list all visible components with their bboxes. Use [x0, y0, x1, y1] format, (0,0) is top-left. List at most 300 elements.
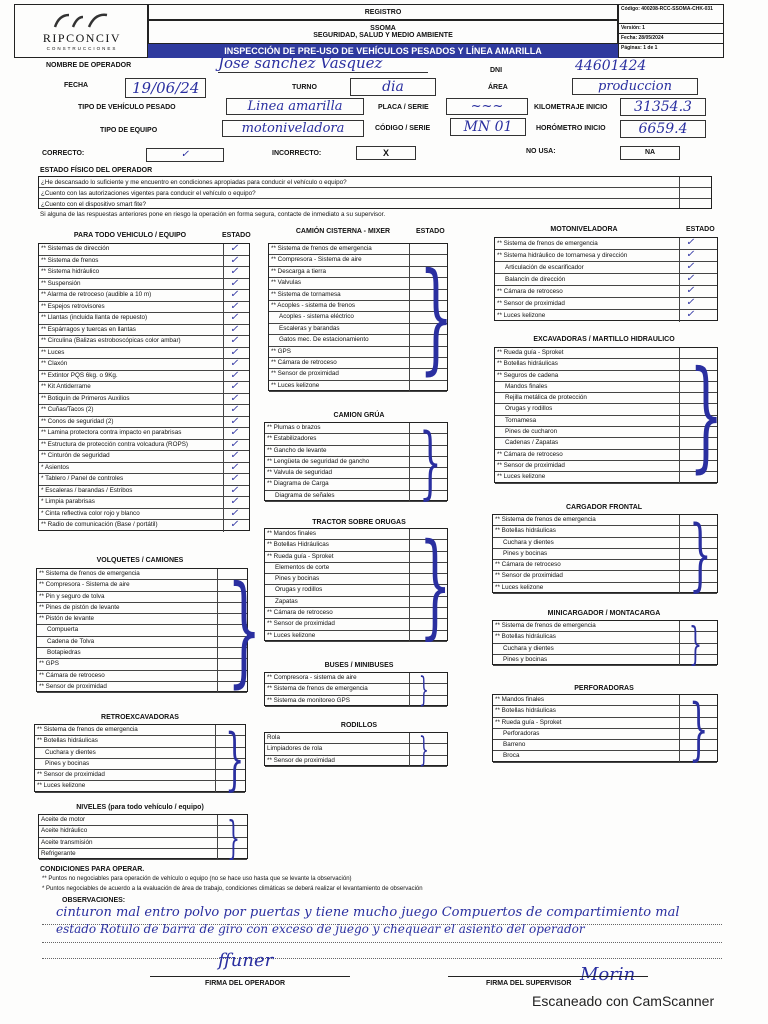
estado-fisico-q1: ¿He descansado lo suficiente y me encuentro en condiciones apropiadas para conducir el vehículo o equipo? — [41, 179, 347, 186]
row-label: Balancín de dirección — [505, 276, 566, 283]
estado-fisico-row-line — [39, 187, 711, 188]
row-label: Diagrama de señales — [275, 491, 335, 499]
table-row — [39, 838, 247, 849]
table-row — [39, 256, 249, 268]
row-label: Barreno — [503, 741, 526, 749]
operator-signature: ffuner — [218, 950, 274, 971]
table-row — [35, 748, 245, 759]
operator-sign-line — [150, 976, 350, 977]
sec-moto-title: MOTONIVELADORA — [550, 226, 618, 233]
row-label: ** Cuñas/Tacos (2) — [41, 406, 94, 413]
estado-cell[interactable] — [223, 451, 249, 462]
estado-fisico-q3: ¿Cuento con el dispositivo smart fite? — [41, 201, 146, 208]
sec-grua-title: CAMION GRÚA — [333, 412, 385, 419]
row-label: ** Luces kelizone — [267, 631, 316, 639]
km-value[interactable]: 31354.3 — [620, 98, 706, 116]
row-label: ** Sensor de proximidad — [497, 300, 565, 307]
table-row — [495, 262, 717, 274]
row-label: ** Valvula de seguridad — [267, 469, 332, 477]
estado-fisico-row-line — [39, 198, 711, 199]
row-label: ** Rueda guía - Sproket — [495, 718, 562, 726]
row-label: ** Valvulas — [271, 279, 301, 287]
cond-2: * Puntos negociables de acuerdo a la evaluación de área de trabajo, condiciones climáticas se deberá realizar el levantamiento de observación — [42, 886, 423, 892]
row-label: ** Pin y seguro de tolva — [39, 592, 105, 600]
check-mark: ✓ — [230, 439, 239, 450]
row-label: ** Suspensión — [41, 279, 81, 287]
sec-todo-estado: ESTADO — [222, 232, 251, 239]
table-row — [493, 655, 717, 666]
obs-rule — [42, 942, 722, 943]
estado-fisico-title: ESTADO FÍSICO DEL OPERADOR — [40, 167, 153, 174]
row-label: Aceite de motor — [41, 816, 86, 823]
row-label: ** Luces kelizone — [497, 473, 546, 481]
row-label: ** Kit Antiderrame — [41, 383, 91, 390]
table-row — [495, 348, 717, 359]
check-mark: ✓ — [686, 238, 695, 248]
row-label: ** Sistema de frenos — [41, 256, 99, 264]
row-label: ** Sensor de proximidad — [271, 370, 339, 378]
row-label: Rola — [267, 734, 280, 741]
row-label: Compuerta — [47, 626, 79, 634]
brace-mark: } — [419, 529, 452, 642]
table-row — [39, 417, 249, 429]
table-moto — [494, 237, 718, 321]
table-row — [495, 461, 717, 472]
row-label: ** Sensor de proximidad — [497, 461, 565, 469]
doc-meta — [618, 4, 724, 58]
row-label: Acoples - sistema eléctrico — [279, 313, 354, 321]
estado-cell[interactable] — [223, 267, 249, 278]
logo-mark — [51, 11, 111, 29]
table-row — [495, 382, 717, 393]
table-row — [35, 725, 245, 736]
table-row — [495, 427, 717, 438]
sec-todo-title: PARA TODO VEHICULO / EQUIPO — [73, 232, 187, 239]
check-mark: ✓ — [230, 324, 239, 335]
table-row — [493, 549, 717, 560]
table-row — [39, 290, 249, 302]
table-row — [39, 244, 249, 256]
row-label: * Asientos — [41, 463, 70, 471]
table-mixer — [268, 243, 454, 391]
brace-mark: } — [419, 248, 454, 387]
table-row — [37, 637, 247, 648]
row-label: ** Botellas hidráulicas — [495, 527, 556, 535]
table-row — [493, 718, 717, 729]
table-row — [39, 486, 249, 498]
codigo-value[interactable]: MN 01 — [450, 118, 526, 136]
table-row — [37, 592, 247, 603]
table-row — [495, 393, 717, 404]
horometro-value[interactable]: 6659.4 — [620, 120, 706, 138]
nombre-value[interactable]: Jose sanchez Vasquez — [218, 54, 428, 73]
table-row — [495, 250, 717, 262]
estado-cell[interactable] — [223, 486, 249, 497]
table-row — [495, 450, 717, 461]
check-mark: ✓ — [230, 267, 239, 277]
meta-version: Versión: 1 — [619, 24, 723, 34]
check-mark: ✓ — [230, 313, 239, 323]
table-mini — [492, 620, 718, 665]
table-row — [39, 463, 249, 475]
row-label: ** Luces kelizone — [497, 312, 546, 319]
ssoma-cell — [148, 20, 618, 44]
tipo-equipo-value[interactable]: motoniveladora — [222, 120, 364, 137]
row-label: ** Estabilizadores — [267, 435, 317, 443]
table-row — [39, 815, 247, 826]
row-label: ** Llantas (incluida llanta de repuesto) — [41, 314, 148, 321]
row-label: ** Rueda guía - Sproket — [497, 349, 564, 356]
brace-mark: } — [227, 815, 240, 861]
estado-cell[interactable] — [679, 262, 717, 273]
estado-cell[interactable] — [223, 244, 249, 255]
estado-cell[interactable] — [223, 382, 249, 393]
row-label: ** Sistemas de dirección — [41, 245, 110, 252]
turno-value[interactable]: dia — [350, 78, 436, 96]
table-row — [39, 520, 249, 532]
check-mark: ✓ — [686, 310, 695, 320]
table-row — [39, 428, 249, 440]
table-row — [39, 826, 247, 837]
estado-cell[interactable] — [223, 428, 249, 439]
row-label: ** Sistema de frenos de emergencia — [495, 622, 596, 629]
row-label: Pines y bocinas — [275, 575, 320, 583]
row-label: ** Botellas hidráulicas — [495, 707, 556, 715]
cond-1: ** Puntos no negociables para operación de vehículo o equipo (no se hace uso hasta que se levante la observación) — [42, 876, 352, 882]
row-label: Limpiadores de rola — [267, 745, 323, 753]
row-label: ** Sistema de frenos de emergencia — [267, 685, 368, 693]
table-row — [39, 849, 247, 860]
table-row — [37, 659, 247, 670]
estado-cell[interactable] — [223, 279, 249, 290]
table-row — [39, 279, 249, 291]
estado-cell[interactable] — [223, 371, 249, 382]
check-mark: ✓ — [230, 451, 239, 461]
row-label: * Limpia parabrisas — [41, 498, 95, 505]
check-mark: ✓ — [230, 393, 239, 404]
correcto-label: CORRECTO: — [42, 150, 85, 157]
table-row — [39, 451, 249, 463]
estado-cell[interactable] — [223, 405, 249, 416]
row-label: ** Sistema hidráulico — [41, 268, 100, 275]
table-row — [39, 371, 249, 383]
check-mark: ✓ — [230, 359, 239, 369]
table-row — [37, 625, 247, 636]
check-mark: ✓ — [230, 347, 239, 358]
row-label: ** Sistema de frenos de emergencia — [271, 245, 372, 252]
table-todo — [38, 243, 250, 531]
firma-operador: FIRMA DEL OPERADOR — [205, 980, 286, 987]
row-label: Cuchara y dientes — [45, 748, 96, 756]
row-label: Cuchara y dientes — [503, 644, 554, 652]
row-label: ** Cámara de retroceso — [39, 671, 105, 679]
incorrecto-value[interactable]: X — [356, 146, 416, 160]
row-label: ** Lamina protectora contra impacto en parabrisas — [41, 429, 182, 436]
estado-cell[interactable] — [223, 359, 249, 370]
row-label: Refrigerante — [41, 849, 76, 857]
row-label: Perforadoras — [503, 729, 540, 737]
fecha-value[interactable]: 19/06/24 — [125, 78, 206, 98]
sec-volquetes-title: VOLQUETES / CAMIONES — [96, 557, 184, 564]
table-row — [493, 571, 717, 582]
logo-sub: CONSTRUCCIONES — [46, 46, 118, 51]
estado-cell[interactable] — [223, 336, 249, 347]
brace-mark: } — [419, 423, 442, 503]
table-row — [493, 751, 717, 762]
row-label: ** Radio de comunicación (Base / portátil) — [41, 521, 158, 528]
nouso-value[interactable]: NA — [620, 146, 680, 160]
row-label: Aceite transmisión — [41, 838, 93, 846]
estado-cell[interactable] — [223, 474, 249, 485]
check-mark: ✓ — [230, 520, 239, 530]
check-mark: ✓ — [230, 370, 239, 381]
table-row — [37, 648, 247, 659]
meta-fecha: Fecha: 28/05/2024 — [619, 34, 723, 44]
dept-text: SEGURIDAD, SALUD Y MEDIO AMBIENTE — [313, 32, 453, 39]
check-mark: ✓ — [686, 262, 695, 272]
estado-cell[interactable] — [223, 313, 249, 324]
row-label: ** Sensor de proximidad — [267, 756, 335, 764]
table-row — [493, 515, 717, 526]
estado-cell[interactable] — [223, 394, 249, 405]
table-row — [495, 359, 717, 370]
estado-cell[interactable] — [223, 256, 249, 267]
placa-value[interactable]: ~~~ — [446, 98, 528, 115]
row-label: ** Sensor de proximidad — [495, 572, 563, 580]
estado-cell[interactable] — [223, 290, 249, 301]
estado-cell[interactable] — [223, 509, 249, 520]
table-row — [495, 298, 717, 310]
estado-cell[interactable] — [223, 417, 249, 428]
estado-cell[interactable] — [223, 497, 249, 508]
row-label: ** Plumas o brazos — [267, 424, 321, 431]
row-label: ** Cámara de retroceso — [497, 288, 563, 295]
table-row — [493, 729, 717, 740]
row-label: ** Cámara de retroceso — [271, 358, 337, 366]
tipo-equipo-label: TIPO DE EQUIPO — [100, 127, 158, 134]
sec-niveles-title: NIVELES (para todo vehículo / equipo) — [76, 804, 204, 811]
meta-paginas: Páginas: 1 de 1 — [621, 45, 658, 51]
table-excav — [494, 347, 724, 484]
check-mark: ✓ — [230, 485, 239, 496]
dni-label: DNI — [490, 67, 503, 74]
estado-cell[interactable] — [223, 348, 249, 359]
row-label: Pines y bocinas — [45, 759, 90, 767]
check-mark: ✓ — [230, 301, 239, 312]
row-label: ** Cámara de retroceso — [497, 450, 563, 458]
obs-label: OBSERVACIONES: — [62, 897, 126, 904]
row-label: ** Botellas hidráulicas — [37, 737, 98, 745]
placa-label: PLACA / SERIE — [378, 104, 429, 111]
table-row — [35, 759, 245, 770]
registro-cell: REGISTRO — [148, 4, 618, 20]
table-niveles — [38, 814, 248, 859]
check-mark: ✓ — [230, 382, 239, 392]
table-row — [495, 274, 717, 286]
table-row — [493, 538, 717, 549]
row-label: ** Luces kelizone — [37, 782, 86, 790]
correcto-value[interactable]: ✓ — [146, 148, 224, 162]
sec-rodillos-title: RODILLOS — [340, 722, 378, 729]
row-label: ** Alarma de retroceso (audible a 10 m) — [41, 291, 152, 298]
table-row — [37, 603, 247, 614]
table-row — [39, 394, 249, 406]
check-mark: ✓ — [230, 290, 239, 300]
estado-cell[interactable] — [223, 302, 249, 313]
area-label: ÁREA — [488, 84, 508, 91]
table-perf — [492, 694, 718, 762]
row-label: Elementos de corte — [275, 563, 330, 571]
row-label: ** Estructura de protección contra volcadura (ROPS) — [41, 440, 188, 448]
row-label: ** Extintor PQS 6kg. o 9Kg. — [41, 371, 118, 379]
row-label: ** Sistema hidráulico de tornamesa y dirección — [497, 252, 628, 259]
sec-buses-title: BUSES / MINIBUSES — [324, 662, 394, 669]
estado-cell[interactable] — [223, 520, 249, 532]
nombre-label: NOMBRE DE OPERADOR — [46, 62, 132, 69]
estado-cell[interactable] — [679, 310, 717, 322]
row-label: ** Sistema de frenos de emergencia — [37, 726, 138, 733]
estado-cell[interactable] — [679, 250, 717, 261]
table-rodillos — [264, 732, 448, 766]
nouso-label: NO USA: — [526, 148, 556, 155]
table-row — [39, 336, 249, 348]
row-label: ** Cámara de retroceso — [495, 561, 561, 569]
row-label: ** Sistema de monitoreo GPS — [267, 696, 350, 704]
table-row — [39, 348, 249, 360]
obs-line-1[interactable]: cinturon mal entro polvo por puertas y tiene mucho juego Compuertos de compartimiento mal — [56, 905, 680, 920]
incorrecto-label: INCORRECTO: — [272, 150, 322, 157]
table-row — [493, 583, 717, 594]
estado-cell[interactable] — [223, 440, 249, 451]
row-label: Cadena de Tolva — [47, 637, 95, 645]
sec-moto-estado: ESTADO — [686, 226, 715, 233]
table-row — [495, 310, 717, 322]
estado-cell[interactable] — [679, 238, 717, 249]
table-row — [37, 671, 247, 682]
check-mark: ✓ — [230, 405, 239, 415]
row-label: Escaleras y barandas — [279, 324, 340, 332]
estado-fisico-q2: ¿Cuento con las autorizaciones vigentes para conducir el vehículo o equipo? — [41, 190, 256, 197]
row-label: Articulación de escarificador — [505, 264, 584, 271]
sec-mixer-estado: ESTADO — [416, 228, 445, 235]
row-label: Orugas y rodillos — [275, 586, 323, 594]
row-label: ** Pistón de levante — [39, 615, 94, 623]
row-label: ** Sistema de frenos de emergencia — [497, 240, 598, 247]
check-mark: ✓ — [230, 508, 239, 519]
row-label: ** Diagrama de Carga — [267, 480, 329, 488]
table-row — [493, 621, 717, 632]
estado-cell[interactable] — [223, 463, 249, 474]
table-row — [39, 325, 249, 337]
table-row — [37, 580, 247, 591]
row-label: ** Compresora - Sistema de aire — [39, 581, 130, 589]
check-mark: ✓ — [230, 428, 239, 438]
check-mark: ✓ — [230, 474, 239, 484]
estado-cell[interactable] — [679, 274, 717, 285]
brace-mark: } — [689, 515, 712, 595]
row-label: ** Cámara de retroceso — [267, 609, 333, 617]
check-mark: ✓ — [230, 416, 239, 427]
estado-cell[interactable] — [679, 286, 717, 297]
obs-rule — [42, 958, 722, 959]
sec-perf-title: PERFORADORAS — [574, 685, 634, 692]
check-mark: ✓ — [686, 298, 695, 308]
tipo-vehiculo-value[interactable]: Linea amarilla — [226, 98, 364, 115]
sec-mixer-title: CAMIÓN CISTERNA - MIXER — [295, 228, 391, 235]
row-label: ** Seguros de cadena — [497, 371, 559, 379]
table-row — [37, 614, 247, 625]
brace-mark: } — [419, 733, 429, 767]
table-row — [493, 526, 717, 537]
dni-value[interactable]: 44601424 — [575, 58, 647, 74]
row-label: ** Sistema de tornamesa — [271, 290, 341, 298]
sec-cargador-title: CARGADOR FRONTAL — [565, 504, 643, 511]
table-row — [495, 371, 717, 382]
row-label: ** Luces kelizone — [271, 381, 320, 389]
table-row — [495, 238, 717, 250]
horometro-label: HORÓMETRO INICIO — [536, 125, 606, 132]
row-label: * Escaleras / barandas / Estribos — [41, 486, 133, 494]
check-mark: ✓ — [230, 244, 239, 254]
table-row — [493, 695, 717, 706]
row-label: ** Circulina (Balizas estroboscópicas color ambar) — [41, 337, 181, 344]
check-mark: ✓ — [686, 250, 695, 260]
row-label: ** Descarga a tierra — [271, 267, 326, 275]
table-row — [493, 560, 717, 571]
estado-fisico-note: Si alguna de las respuestas anteriores pone en riesgo la operación en forma segura, contacte de inmediato a su supervisor. — [40, 211, 386, 218]
estado-fisico-col-line — [679, 177, 680, 208]
row-label: ** GPS — [271, 347, 291, 355]
header-logo-cell — [14, 4, 148, 58]
check-mark: ✓ — [230, 336, 239, 346]
row-label: ** Mandos finales — [495, 696, 545, 703]
fecha-label: FECHA — [64, 82, 89, 89]
table-row — [39, 474, 249, 486]
obs-line-2[interactable]: estado Rotulo de barra de giro con exceso de juego y chequear el asiento del operador — [56, 922, 585, 936]
row-label: ** Pines de pistón de levante — [39, 603, 120, 611]
table-row — [39, 302, 249, 314]
table-cargador — [492, 514, 718, 593]
sec-tractor-title: TRACTOR SOBRE ORUGAS — [312, 519, 406, 526]
km-label: KILOMETRAJE INICIO — [534, 104, 608, 111]
table-row — [495, 404, 717, 415]
brace-mark: } — [689, 695, 709, 763]
area-value[interactable]: produccion — [572, 78, 698, 95]
table-row — [39, 440, 249, 452]
supervisor-sign-line — [448, 976, 648, 977]
row-label: * Tablero / Panel de controles — [41, 475, 124, 482]
estado-cell[interactable] — [679, 298, 717, 309]
table-row — [493, 740, 717, 751]
row-label: ** Botellas Hidráulicas — [267, 541, 329, 549]
row-label: ** GPS — [39, 660, 59, 668]
row-label: ** Sistema de frenos de emergencia — [495, 516, 596, 523]
table-row — [39, 359, 249, 371]
logo-text: RIPCONCIV — [42, 31, 122, 45]
row-label: Cadenas / Zapatas — [505, 439, 559, 447]
row-label: ** Sensor de proximidad — [37, 771, 105, 779]
estado-cell[interactable] — [223, 325, 249, 336]
codigo-label: CÓDIGO / SERIE — [375, 125, 431, 132]
row-label: Orugas y rodillos — [505, 405, 553, 413]
table-buses — [264, 672, 448, 706]
table-row — [493, 644, 717, 655]
row-label: Botapiedras — [47, 649, 81, 657]
row-label: Cuchara y dientes — [503, 538, 554, 546]
check-mark: ✓ — [230, 497, 239, 507]
table-retro — [34, 724, 246, 792]
table-row — [37, 569, 247, 580]
